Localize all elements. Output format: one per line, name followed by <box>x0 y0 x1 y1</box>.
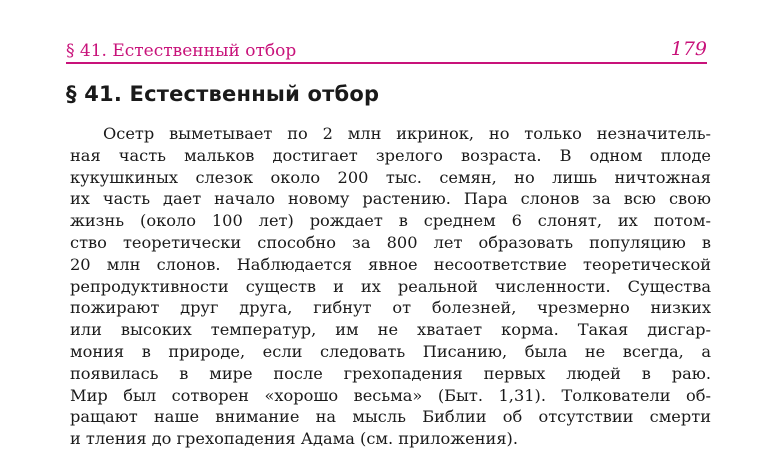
section-title: § 41. Естественный отбор <box>66 82 380 106</box>
body-line: и тления до грехопадения Адама (см. приложения). <box>70 429 518 449</box>
body-line: их часть дает начало новому растению. Пара слонов за всю свою <box>70 189 711 209</box>
body-line: появилась в мире после грехопадения первых людей в раю. <box>70 363 711 383</box>
running-head-title: § 41. Естественный отбор <box>66 41 297 61</box>
running-head <box>66 38 707 62</box>
body-line: ная часть мальков достигает зрелого возраста. В одном плоде <box>70 145 711 165</box>
header-rule <box>66 62 707 64</box>
body-paragraph <box>70 123 711 450</box>
body-line: Осетр выметывает по 2 млн икринок, но только незначитель- <box>103 124 711 143</box>
body-line: Мир был сотворен «хорошо весьма» (Быт. 1,31). Толкователи об- <box>70 385 711 405</box>
body-line: кукушкиных слезок около 200 тыс. семян, но лишь ничтожная <box>70 167 711 187</box>
body-line: или высоких температур, им не хватает корма. Такая дисгар- <box>70 320 711 340</box>
body-line: жизнь (около 100 лет) рождает в среднем 6 слонят, их потом- <box>70 211 711 231</box>
body-line: ращают наше внимание на мысль Библии об отсутствии смерти <box>70 407 711 427</box>
body-line: 20 млн слонов. Наблюдается явное несоответствие теоретической <box>70 254 711 274</box>
body-line: мония в природе, если следовать Писанию, была не всегда, а <box>70 341 711 361</box>
page-number: 179 <box>670 38 707 60</box>
body-line: пожирают друг друга, гибнут от болезней, чрезмерно низких <box>70 298 711 318</box>
body-line: ство теоретически способно за 800 лет образовать популяцию в <box>70 232 711 252</box>
body-line: репродуктивности существ и их реальной численности. Существа <box>70 276 711 296</box>
